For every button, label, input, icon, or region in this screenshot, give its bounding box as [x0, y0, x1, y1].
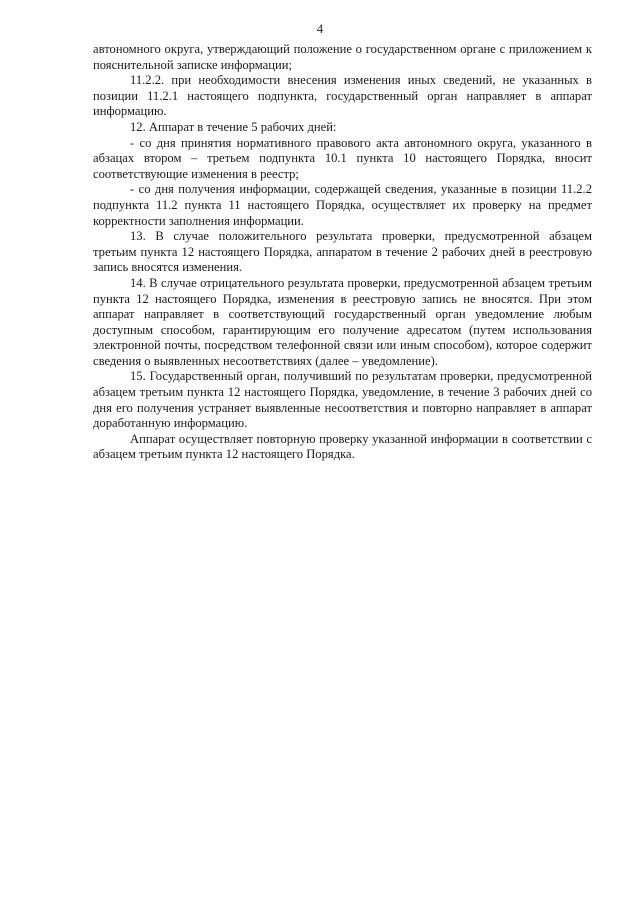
paragraph-14: 14. В случае отрицательного результата проверки, предусмотренной абзацем третьим пункта 12 настоящего Порядка, изменения в реестровую запись не вносятся. При этом аппарат направляет в соответствующий государственный орган уведомление любым доступным способом, гарантирующим его получение адресатом (путем использования электронной почты, посредством телефонной связи или иным способом), которое содержит сведения о выявленных несоответствиях (далее – уведомление). [93, 275, 592, 368]
document-body [93, 42, 592, 463]
paragraph-15-second: Аппарат осуществляет повторную проверку указанной информации в соответствии с абзацем третьим пункта 12 настоящего Порядка. [93, 431, 592, 462]
page-number: 4 [316, 22, 324, 36]
paragraph-11-2-2: 11.2.2. при необходимости внесения изменения иных сведений, не указанных в позиции 11.2.1 настоящего подпункта, государственный орган направляет в аппарат информацию. [93, 73, 592, 119]
paragraph-13: 13. В случае положительного результата проверки, предусмотренной абзацем третьим пункта 12 настоящего Порядка, аппаратом в течение 2 рабочих дней в реестровую запись вносятся изменения. [93, 229, 592, 275]
paragraph-12-item-1: - со дня принятия нормативного правового акта автономного округа, указанного в абзацах втором – третьем подпункта 10.1 пункта 10 настоящего Порядка, вносит соответствующие изменения в реестр; [93, 135, 592, 181]
paragraph-continuation: автономного округа, утверждающий положение о государственном органе с приложением к пояснительной записке информации; [93, 42, 592, 72]
paragraph-15: 15. Государственный орган, получивший по результатам проверки, предусмотренной абзацем третьим пункта 12 настоящего Порядка, уведомление, в течение 3 рабочих дней со дня его получения устраняет выявленные несоответствия и повторно направляет в аппарат доработанную информацию. [93, 369, 592, 431]
paragraph-12-item-2: - со дня получения информации, содержащей сведения, указанные в позиции 11.2.2 подпункта 11.2 пункта 11 настоящего Порядка, осуществляет их проверку на предмет корректности заполнения информации. [93, 182, 592, 228]
paragraph-12: 12. Аппарат в течение 5 рабочих дней: [130, 119, 337, 134]
